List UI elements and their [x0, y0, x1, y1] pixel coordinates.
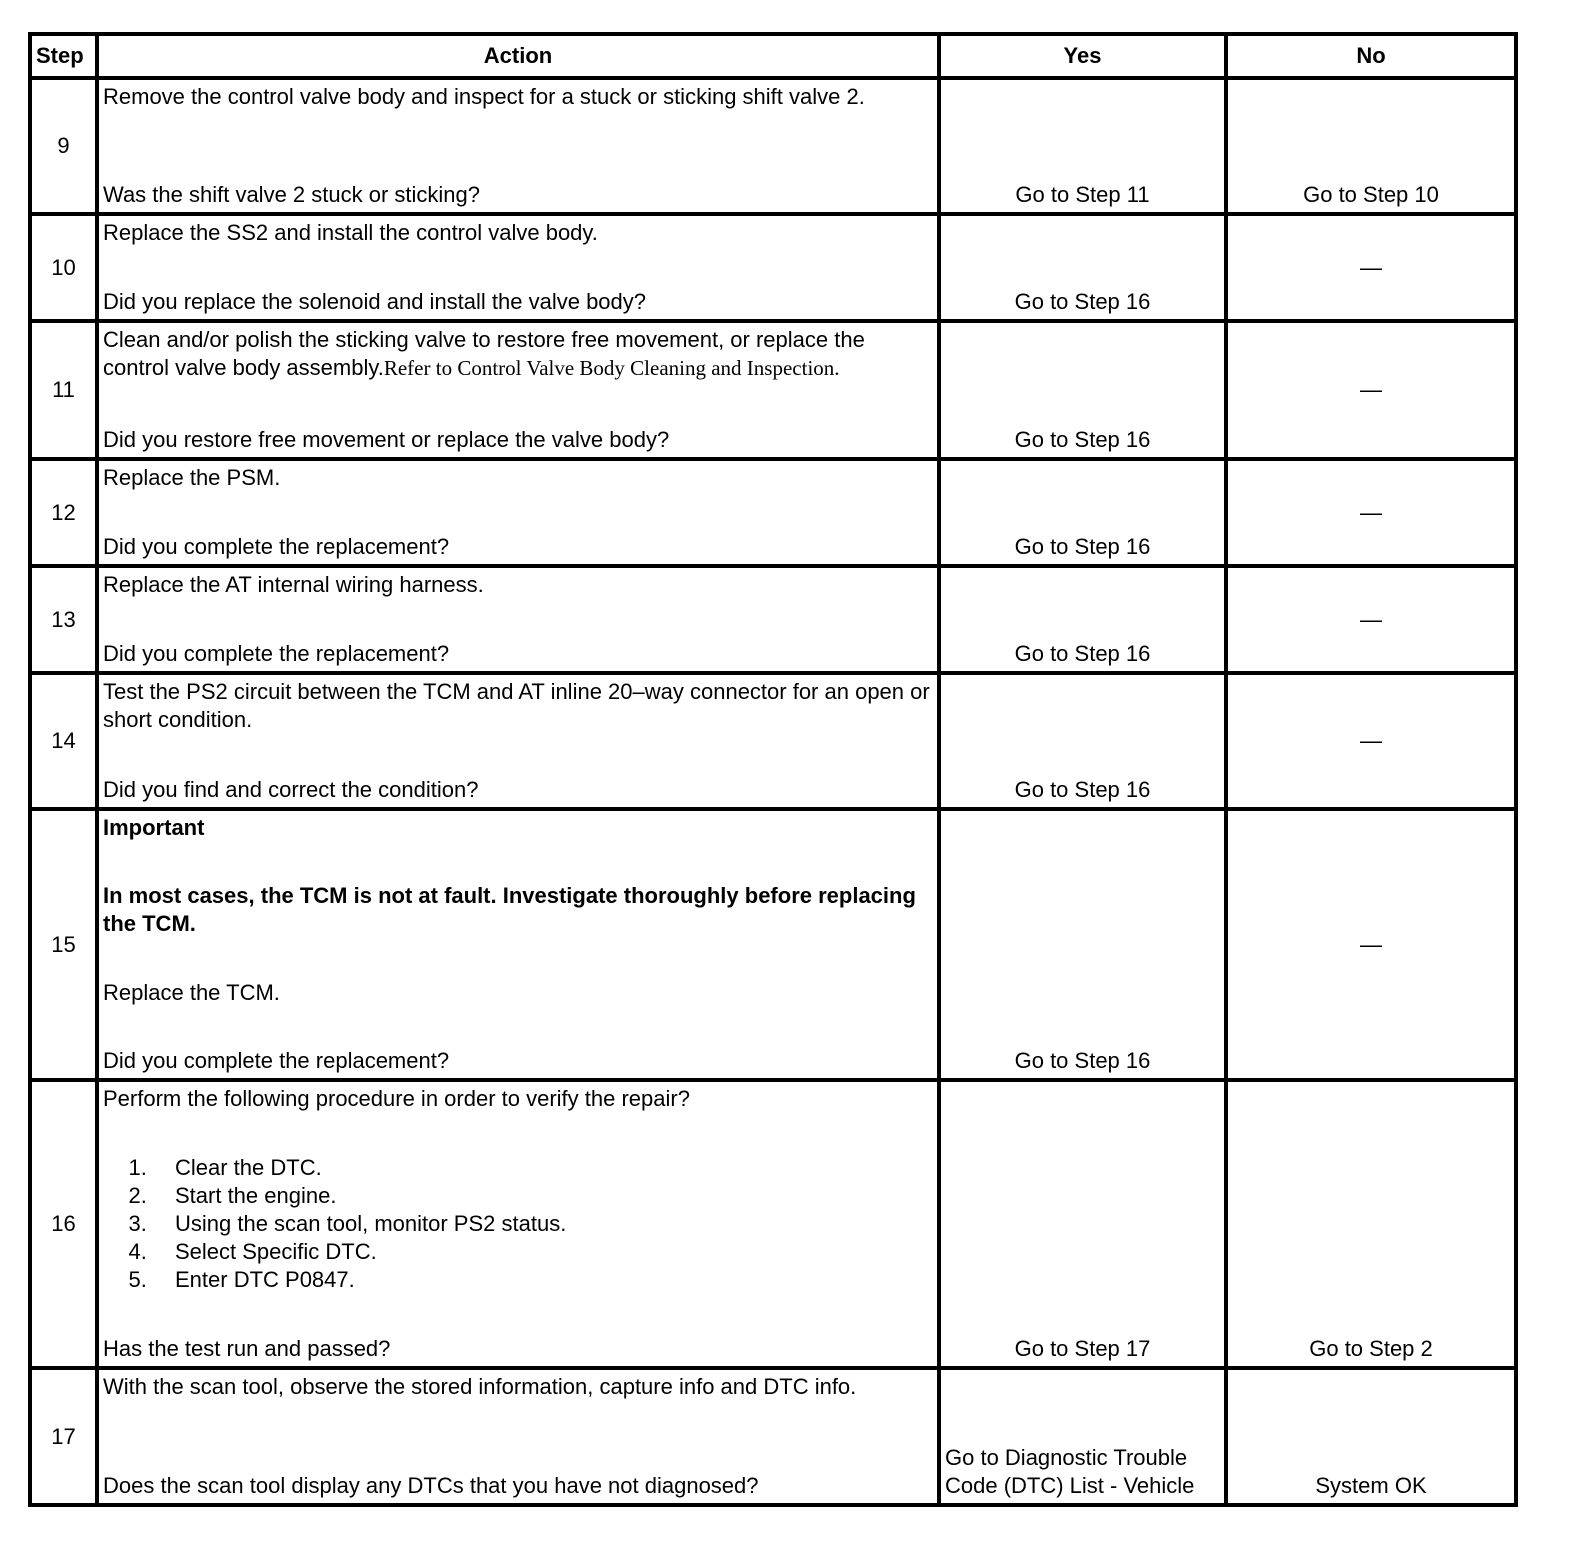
no-value: System OK	[1226, 1368, 1516, 1505]
no-value: —	[1226, 321, 1516, 459]
procedure-step: 5. Enter DTC P0847.	[153, 1266, 933, 1294]
action-cell	[97, 78, 939, 214]
header-yes: Yes	[939, 34, 1226, 78]
step-number: 14	[30, 673, 97, 809]
action-question: Does the scan tool display any DTCs that you have not diagnosed?	[103, 1473, 759, 1498]
action-cell	[97, 1368, 939, 1505]
table-row	[30, 1368, 1516, 1505]
table-row	[30, 566, 1516, 673]
action-question: Did you find and correct the condition?	[103, 777, 479, 802]
no-link[interactable]: Go to Step 10	[1226, 78, 1516, 214]
action-question: Did you replace the solenoid and install the valve body?	[103, 289, 647, 314]
action-text: Clean and/or polish the sticking valve to restore free movement, or replace the control valve body assembly.	[103, 327, 865, 380]
action-cell	[97, 809, 939, 1080]
step-number: 17	[30, 1368, 97, 1505]
important-note: In most cases, the TCM is not at fault. Investigate thoroughly before replacing the TCM.	[103, 883, 916, 937]
yes-link[interactable]: Go to Step 11	[939, 78, 1226, 214]
important-heading: Important	[103, 815, 205, 840]
yes-link[interactable]: Go to Step 16	[939, 673, 1226, 809]
action-question: Was the shift valve 2 stuck or sticking?	[103, 182, 480, 207]
action-cell	[97, 1080, 939, 1368]
step-number: 9	[30, 78, 97, 214]
action-cell	[97, 214, 939, 321]
table-row	[30, 78, 1516, 214]
yes-link[interactable]: Go to Step 16	[939, 566, 1226, 673]
step-number: 11	[30, 321, 97, 459]
action-question: Did you complete the replacement?	[103, 534, 450, 559]
yes-link[interactable]: Go to Diagnostic Trouble Code (DTC) List - Vehicle	[939, 1368, 1226, 1505]
step-number: 16	[30, 1080, 97, 1368]
action-text: Test the PS2 circuit between the TCM and AT inline 20–way connector for an open or short condition.	[103, 679, 930, 732]
action-text: Replace the AT internal wiring harness.	[103, 572, 484, 597]
table-row	[30, 809, 1516, 1080]
yes-link[interactable]: Go to Step 17	[939, 1080, 1226, 1368]
procedure-step: 3. Using the scan tool, monitor PS2 status.	[153, 1210, 933, 1238]
action-cell	[97, 673, 939, 809]
yes-link[interactable]: Go to Step 16	[939, 214, 1226, 321]
action-cell	[97, 566, 939, 673]
table-row	[30, 321, 1516, 459]
procedure-step: 1. Clear the DTC.	[153, 1154, 933, 1182]
action-question: Did you complete the replacement?	[103, 641, 450, 666]
action-text: With the scan tool, observe the stored information, capture info and DTC info.	[103, 1374, 857, 1399]
action-question: Did you complete the replacement?	[103, 1047, 450, 1073]
refer-link[interactable]: Refer to Control Valve Body Cleaning and Inspection.	[383, 356, 840, 380]
header-row	[30, 34, 1516, 78]
procedure-list	[103, 1154, 933, 1294]
diagnostic-table	[28, 32, 1518, 1507]
step-number: 15	[30, 809, 97, 1080]
table-row	[30, 673, 1516, 809]
procedure-step: 4. Select Specific DTC.	[153, 1238, 933, 1266]
no-value: —	[1226, 809, 1516, 1080]
procedure-step: 2. Start the engine.	[153, 1182, 933, 1210]
step-number: 12	[30, 459, 97, 566]
action-text: Replace the TCM.	[103, 979, 280, 1005]
header-action: Action	[97, 34, 939, 78]
no-value: —	[1226, 459, 1516, 566]
yes-link[interactable]: Go to Step 16	[939, 321, 1226, 459]
action-cell	[97, 459, 939, 566]
header-step: Step	[30, 34, 97, 78]
table-row	[30, 459, 1516, 566]
table-row	[30, 1080, 1516, 1368]
table-row	[30, 214, 1516, 321]
no-link[interactable]: Go to Step 2	[1226, 1080, 1516, 1368]
yes-link[interactable]: Go to Step 16	[939, 809, 1226, 1080]
action-text: Replace the PSM.	[103, 465, 281, 490]
step-number: 10	[30, 214, 97, 321]
action-question: Has the test run and passed?	[103, 1336, 391, 1361]
action-cell	[97, 321, 939, 459]
action-question: Did you restore free movement or replace the valve body?	[103, 427, 670, 452]
action-text: Replace the SS2 and install the control valve body.	[103, 220, 598, 245]
no-value: —	[1226, 214, 1516, 321]
header-no: No	[1226, 34, 1516, 78]
action-text: Perform the following procedure in order to verify the repair?	[103, 1086, 690, 1111]
no-value: —	[1226, 566, 1516, 673]
step-number: 13	[30, 566, 97, 673]
yes-link[interactable]: Go to Step 16	[939, 459, 1226, 566]
no-value: —	[1226, 673, 1516, 809]
action-text: Remove the control valve body and inspect for a stuck or sticking shift valve 2.	[103, 84, 865, 109]
